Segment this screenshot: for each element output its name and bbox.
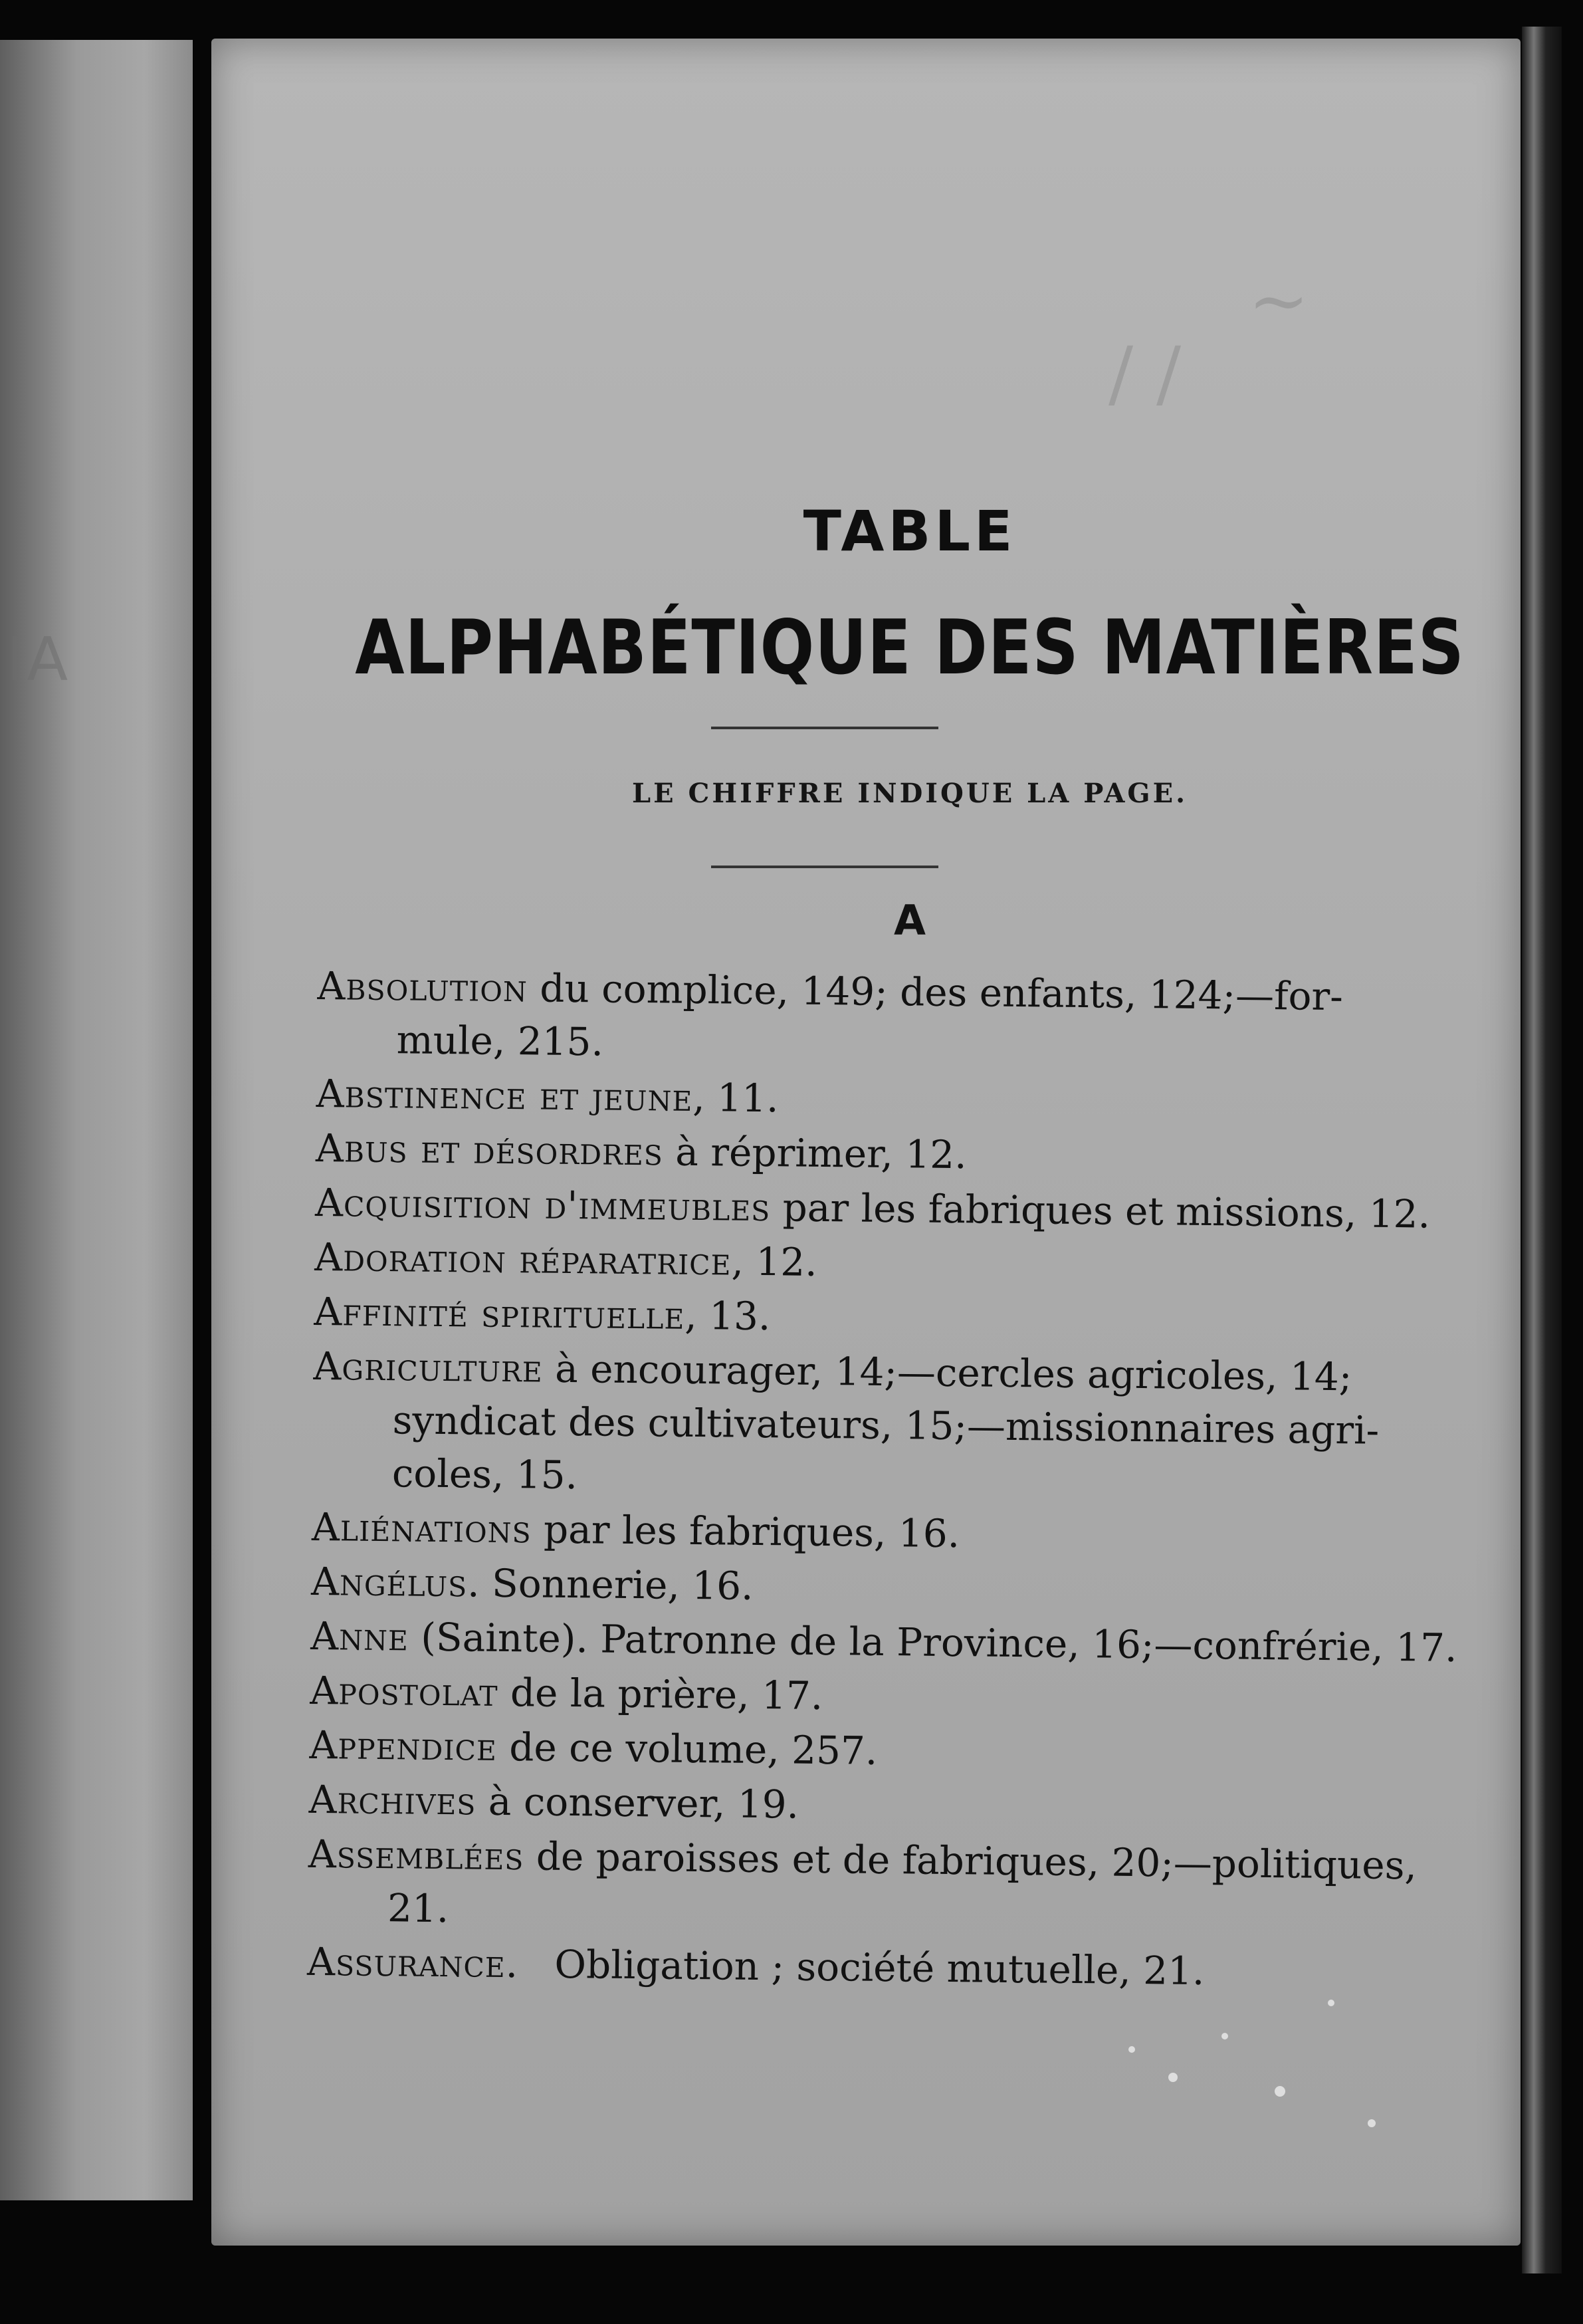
index-entry-list [307,959,1487,2002]
index-entry [312,1339,1483,1511]
entry-text: par les fabriques et missions, 12. [770,1185,1431,1237]
page-edge-shadow [1522,27,1562,2273]
pencil-mark: ~ [1248,258,1310,343]
divider-rule [711,866,938,868]
entry-keyword: Aliénations [311,1504,532,1552]
page-content [211,39,1521,2246]
entry-text: du complice, 149; des enfants, 124;—for- [527,965,1344,1020]
pencil-mark: / / [1108,331,1182,416]
entry-text: (Sainte). Patronne de la Province, 16;—confrérie, 17. [408,1614,1457,1671]
left-page-edge [0,40,193,2200]
entry-continuation: mule, 215. [396,1017,604,1065]
entry-text: , 12. [731,1238,818,1285]
page-title: TABLE [803,499,1017,564]
entry-text: , 13. [684,1292,771,1339]
entry-text: , 11. [692,1074,779,1121]
book-page [211,39,1521,2246]
index-entry [308,1827,1479,1946]
entry-text: . Sonnerie, 16. [467,1560,754,1609]
index-entry [316,1067,1486,1132]
entry-keyword: Archives [308,1776,476,1824]
index-entry [310,1664,1480,1729]
entry-keyword: Abstinence et jeune [316,1070,693,1120]
entry-text: par les fabriques, 16. [531,1506,960,1557]
index-entry [316,959,1487,1078]
entry-keyword: Adoration réparatrice [314,1234,732,1284]
page-subtitle: ALPHABÉTIQUE DES MATIÈRES [355,603,1465,692]
entry-text: à encourager, 14;—cercles agricoles, 14; [542,1345,1352,1400]
index-entry [308,1773,1479,1838]
entry-text: . Obligation ; société mutuelle, 21. [505,1941,1205,1994]
entry-text: de ce volume, 257. [496,1724,878,1774]
entry-text: à réprimer, 12. [663,1129,967,1178]
entry-text: de la prière, 17. [498,1669,823,1719]
index-entry [314,1230,1485,1296]
entry-keyword: Affinité spirituelle [314,1288,685,1338]
index-entry [307,1935,1477,2000]
entry-keyword: Anne [310,1613,409,1660]
index-entry [316,1121,1486,1187]
index-entry [310,1609,1481,1675]
index-entry [315,1176,1485,1241]
entry-keyword: Abus et désordres [315,1125,664,1175]
entry-keyword: Absolution [317,963,528,1011]
index-entry [311,1555,1481,1620]
entry-text: à conserver, 19. [476,1778,799,1827]
index-entry [312,1500,1482,1566]
entry-continuation: 21. [387,1885,449,1932]
entry-keyword: Apostolat [310,1667,498,1715]
entry-keyword: Assemblées [308,1831,524,1879]
entry-continuation: coles, 15. [391,1451,578,1498]
entry-keyword: Angélus [310,1558,468,1606]
page-number-note: LE CHIFFRE INDIQUE LA PAGE. [631,778,1188,809]
section-letter: A [894,896,926,945]
entry-keyword: Assurance [306,1938,506,1987]
left-page-ghost-text: IA [7,625,71,695]
divider-rule [711,727,938,729]
index-entry [314,1285,1484,1350]
entry-keyword: Appendice [309,1722,498,1770]
index-entry [309,1718,1479,1784]
entry-text: de paroisses et de fabriques, 20;—politiques, [524,1833,1418,1889]
entry-keyword: Acquisition d'immeubles [314,1179,771,1230]
entry-continuation: syndicat des cultivateurs, 15;—missionnaires agri- [392,1397,1380,1453]
entry-keyword: Agriculture [313,1343,544,1391]
